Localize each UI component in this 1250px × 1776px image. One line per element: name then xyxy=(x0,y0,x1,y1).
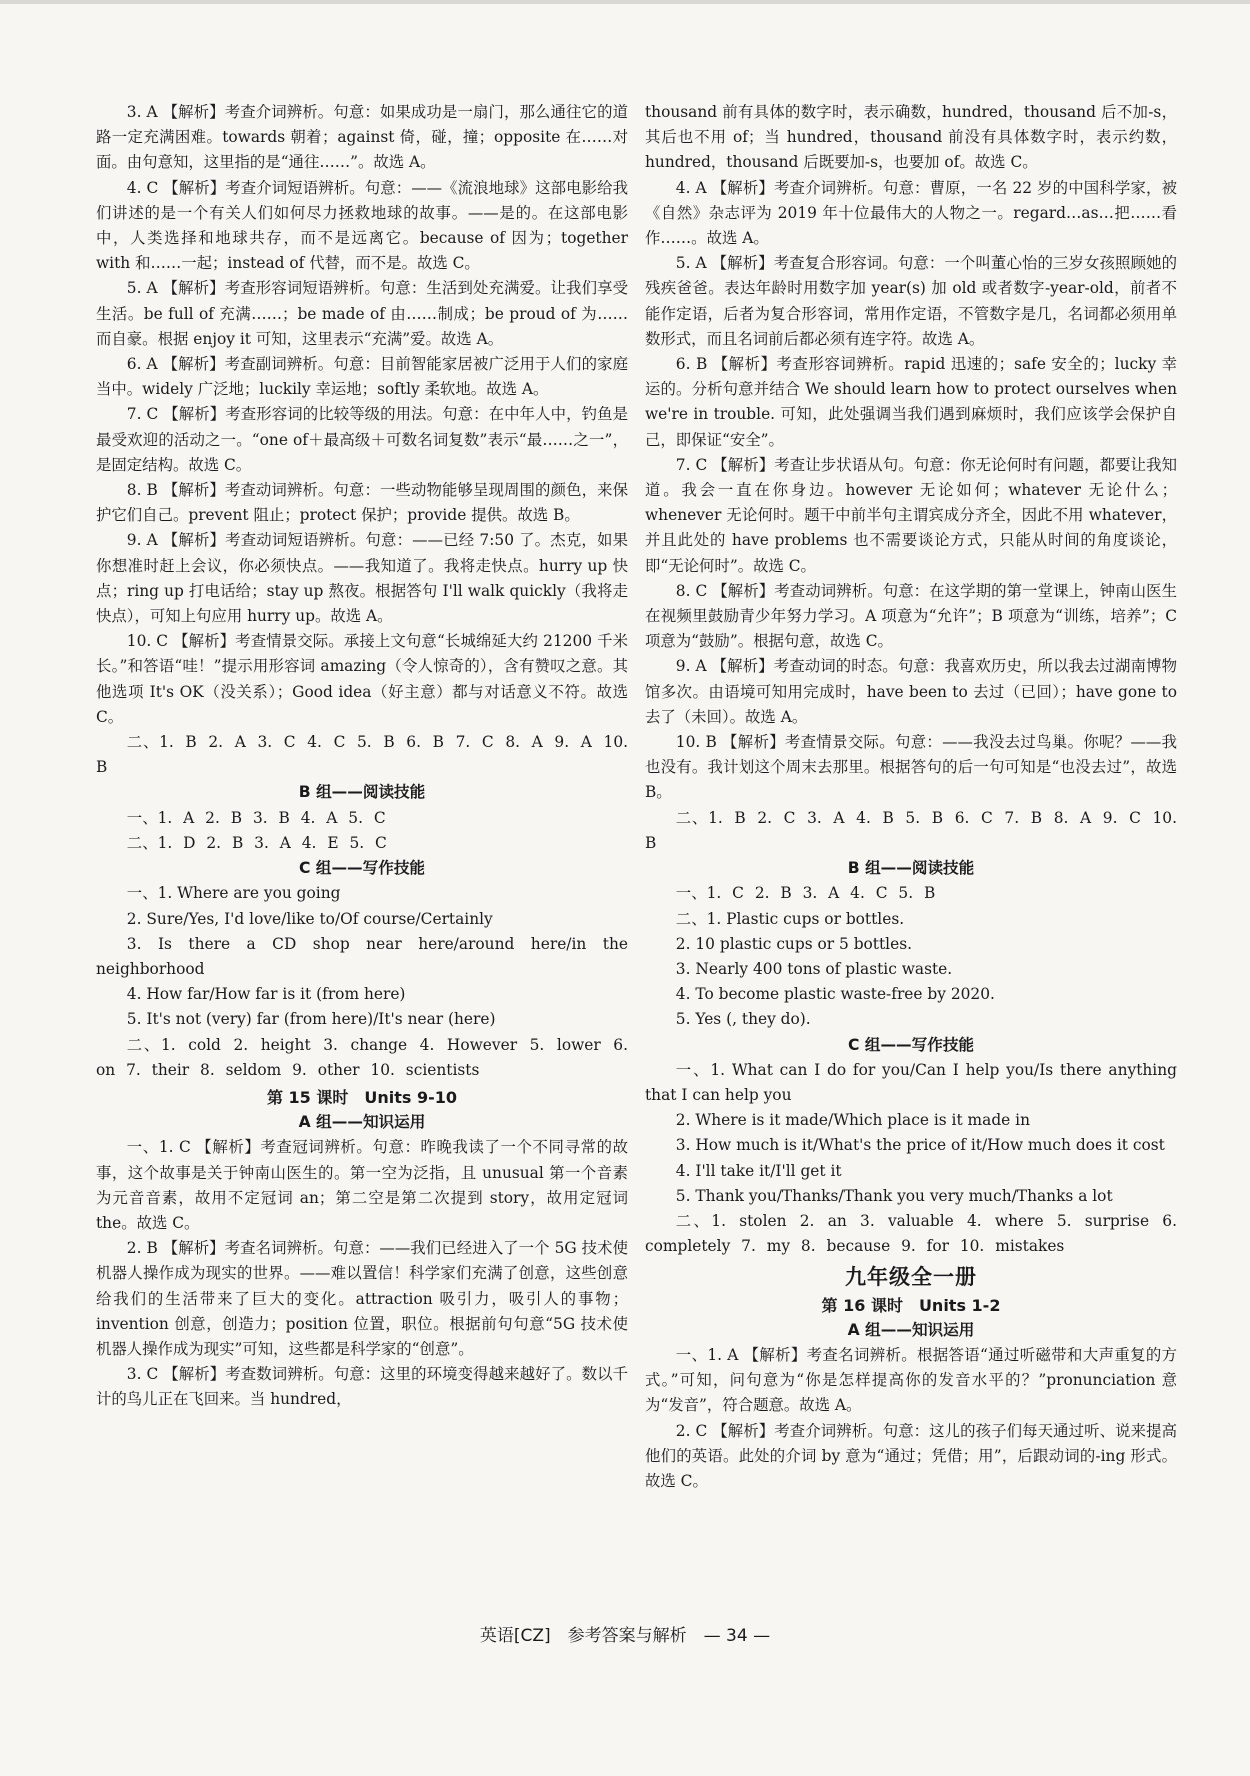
answer-paragraph: 9. A 【解析】考查动词短语辨析。句意：——已经 7:50 了。杰克，如果你想准时赶上会议，你必须快点。——我知道了。我将走快点。hurry up 快点；ring up 打电话给；stay up 熬夜。根据答句 I'll walk quickly（我将走快点），可知上句应用 hurry up。故选 A。 xyxy=(96,531,628,626)
answer-key-line: 一、1. A 2. B 3. B 4. A 5. C xyxy=(126,808,386,827)
answer-paragraph: 10. C 【解析】考查情景交际。承接上文句意“长城绵延大约 21200 千米长。”和答语“哇！”提示用形容词 amazing（令人惊奇的），含有赞叹之意。其他选项 It's OK（没关系）；Good idea（好主意）都与对话意义不符。故选 C。 xyxy=(96,632,628,726)
answer-paragraph: 6. B 【解析】考查形容词辨析。rapid 迅速的；safe 安全的；lucky 幸运的。分析句意并结合 We should learn how to protect ourselves when we're in trouble. 可知，此处强调当我们遇到麻烦时，我们应该学会保护自己，即保证“安全”。 xyxy=(645,355,1177,449)
answer-paragraph: 8. B 【解析】考查动词辨析。句意：一些动物能够呈现周围的颜色，来保护它们自己。prevent 阻止；protect 保护；provide 提供。故选 B。 xyxy=(96,481,628,525)
page-footer: 英语[CZ] 参考答案与解析 — 34 — xyxy=(479,1626,771,1646)
answer-paragraph: 5. A 【解析】考查复合形容词。句意：一个叫董心怡的三岁女孩照顾她的残疾爸爸。表达年龄时用数字加 year(s) 加 old 或者数字-year-old，前者不能作定语，后者为复合形容词，常用作定语，不管数字是几，名词都必须用单数形式，而且名词前后都必须有连字符。故选 A。 xyxy=(645,254,1177,348)
answer-paragraph: 4. How far/How far is it (from here) xyxy=(126,985,406,1004)
answer-paragraph: 10. B 【解析】考查情景交际。句意：——我没去过鸟巢。你呢？——我也没有。我计划这个周末去那里。根据答句的后一句可知是“也没去过”，故选 B。 xyxy=(645,733,1177,802)
answer-paragraph: 5. Yes (, they do). xyxy=(675,1010,811,1029)
answer-paragraph: 3. How much is it/What's the price of it/How much does it cost xyxy=(675,1136,1165,1155)
group-heading: A 组——知识运用 xyxy=(298,1113,426,1132)
top-rule xyxy=(0,0,1250,4)
answer-paragraph: 2. Sure/Yes, I'd love/like to/Of course/Certainly xyxy=(126,909,493,928)
answer-paragraph: 3. C 【解析】考查数词辨析。句意：这里的环境变得越来越好了。数以千计的鸟儿正在飞回来。当 hundred， xyxy=(96,1365,628,1409)
answer-key-line: 一、1. C 2. B 3. A 4. C 5. B xyxy=(675,884,936,903)
answer-paragraph: 一、1. What can I do for you/Can I help you/Is there anything that I can help you xyxy=(645,1060,1177,1104)
answer-paragraph: 2. Where is it made/Which place is it made in xyxy=(675,1111,1031,1130)
answer-paragraph: 2. B 【解析】考查名词辨析。句意：——我们已经进入了一个 5G 技术使机器人操作成为现实的世界。——难以置信！科学家们充满了创意，这些创意给我们的生活带来了巨大的变化。attraction 吸引力，吸引人的事物；invention 创意，创造力；position 位置，职位。根据前句句意“5G 技术使机器人操作成为现实”可知，这些都是科学家的“创意”。 xyxy=(96,1239,628,1358)
answer-paragraph: 5. A 【解析】考查形容词短语辨析。句意：生活到处充满爱。让我们享受生活。be full of 充满……；be made of 由……制成；be proud of 为……而自豪。根据 enjoy it 可知，这里表示“充满”爱。故选 A。 xyxy=(96,279,628,348)
lesson-heading: 第 16 课时 Units 1-2 xyxy=(821,1295,1001,1315)
answer-paragraph: 3. Is there a CD shop near here/around here/in the neighborhood xyxy=(96,934,628,978)
answer-paragraph: 5. It's not (very) far (from here)/It's near (here) xyxy=(126,1010,496,1029)
answer-paragraph: 4. I'll take it/I'll get it xyxy=(675,1161,842,1180)
answer-paragraph: 3. A 【解析】考查介词辨析。句意：如果成功是一扇门，那么通往它的道路一定充满困难。towards 朝着；against 倚，碰，撞；opposite 在……对面。由句意知，这里指的是“通往……”。故选 A。 xyxy=(96,103,628,172)
answer-paragraph: 9. A 【解析】考查动词的时态。句意：我喜欢历史，所以我去过湖南博物馆多次。由语境可知用完成时，have been to 去过（已回）；have gone to 去了（未回）。故选 A。 xyxy=(645,657,1177,726)
group-heading: B 组——阅读技能 xyxy=(847,859,975,878)
group-heading: A 组——知识运用 xyxy=(847,1320,975,1339)
answer-paragraph: 一、1. C 【解析】考查冠词辨析。句意：昨晚我读了一个不同寻常的故事，这个故事是关于钟南山医生的。第一空为泛指，且 unusual 第一个音素为元音音素，故用不定冠词 an；第二空是第二次提到 story，故用定冠词 the。故选 C。 xyxy=(96,1138,628,1232)
answer-paragraph: 3. Nearly 400 tons of plastic waste. xyxy=(675,959,953,978)
answer-key-line: 二、1. B 2. C 3. A 4. B 5. B 6. C 7. B 8. A 9. C 10. B xyxy=(645,808,1177,852)
lesson-heading: 第 15 课时 Units 9-10 xyxy=(266,1087,458,1107)
answer-paragraph: 2. 10 plastic cups or 5 bottles. xyxy=(675,934,912,953)
answer-paragraph: 二、1. Plastic cups or bottles. xyxy=(675,909,905,928)
answer-paragraph: 6. A 【解析】考查副词辨析。句意：目前智能家居被广泛用于人们的家庭当中。widely 广泛地；luckily 幸运地；softly 柔软地。故选 A。 xyxy=(96,355,628,399)
answer-paragraph: 一、1. A 【解析】考查名词辨析。根据答语“通过听磁带和大声重复的方式。”可知，问句意为“你是怎样提高你的发音水平的？”pronunciation 意为“发音”，符合题意。故选 A。 xyxy=(645,1345,1177,1415)
grade-heading: 九年级全一册 xyxy=(845,1265,977,1290)
answer-paragraph: 8. C 【解析】考查动词辨析。句意：在这学期的第一堂课上，钟南山医生在视频里鼓励青少年努力学习。A 项意为“允许”；B 项意为“训练，培养”；C 项意为“鼓励”。根据句意，故选 C。 xyxy=(645,581,1177,651)
group-heading: B 组——阅读技能 xyxy=(298,783,426,802)
answer-key-line: 二、1. B 2. A 3. C 4. C 5. B 6. B 7. C 8. A 9. A 10. B xyxy=(96,733,628,777)
answer-paragraph: 2. C 【解析】考查介词辨析。句意：这儿的孩子们每天通过听、说来提高他们的英语。此处的介词 by 意为“通过；凭借；用”，后跟动词的-ing 形式。故选 C。 xyxy=(645,1421,1177,1490)
answer-paragraph: 7. C 【解析】考查让步状语从句。句意：你无论何时有问题，都要让我知道。我会一直在你身边。however 无论如何；whatever 无论什么；whenever 无论何时。题干中前半句主谓宾成分齐全，因此不用 whatever，并且此处的 have problems 也不需要谈论方式，只能从时间的角度谈论，即“无论何时”。故选 C。 xyxy=(645,455,1177,575)
right-column xyxy=(645,100,1177,1494)
answer-key-line: 二、1. cold 2. height 3. change 4. However 5. lower 6. on 7. their 8. seldom 9. other 10. scientists xyxy=(96,1035,628,1079)
answer-paragraph: 7. C 【解析】考查形容词的比较等级的用法。句意：在中年人中，钓鱼是最受欢迎的活动之一。“one of＋最高级＋可数名词复数”表示“最……之一”，是固定结构。故选 C。 xyxy=(96,405,628,474)
left-column xyxy=(96,100,628,1413)
answer-paragraph: 一、1. Where are you going xyxy=(126,884,341,903)
group-heading: C 组——写作技能 xyxy=(847,1035,975,1054)
answer-paragraph: 4. To become plastic waste-free by 2020. xyxy=(675,985,995,1004)
answer-key-line: 二、1. D 2. B 3. A 4. E 5. C xyxy=(126,833,387,852)
answer-paragraph-continued: thousand 前有具体的数字时，表示确数，hundred，thousand 后不加-s，其后也不用 of；当 hundred，thousand 前没有具体数字时，表示约数，hundred，thousand 后既要加-s，也要加 of。故选 C。 xyxy=(645,103,1177,172)
answer-paragraph: 5. Thank you/Thanks/Thank you very much/Thanks a lot xyxy=(675,1186,1113,1205)
group-heading: C 组——写作技能 xyxy=(298,859,426,878)
answer-paragraph: 4. A 【解析】考查介词辨析。句意：曹原，一名 22 岁的中国科学家，被《自然》杂志评为 2019 年十位最伟大的人物之一。regard…as…把……看作……。故选 A。 xyxy=(645,178,1177,248)
answer-paragraph: 4. C 【解析】考查介词短语辨析。句意：——《流浪地球》这部电影给我们讲述的是一个有关人们如何尽力拯救地球的故事。——是的。在这部电影中，人类选择和地球共存，而不是远离它。because of 因为；together with 和……一起；instead of 代替，而不是。故选 C。 xyxy=(96,178,628,273)
answer-key-line: 二、1. stolen 2. an 3. valuable 4. where 5. surprise 6. completely 7. my 8. because 9. for 10. mistakes xyxy=(645,1211,1177,1256)
